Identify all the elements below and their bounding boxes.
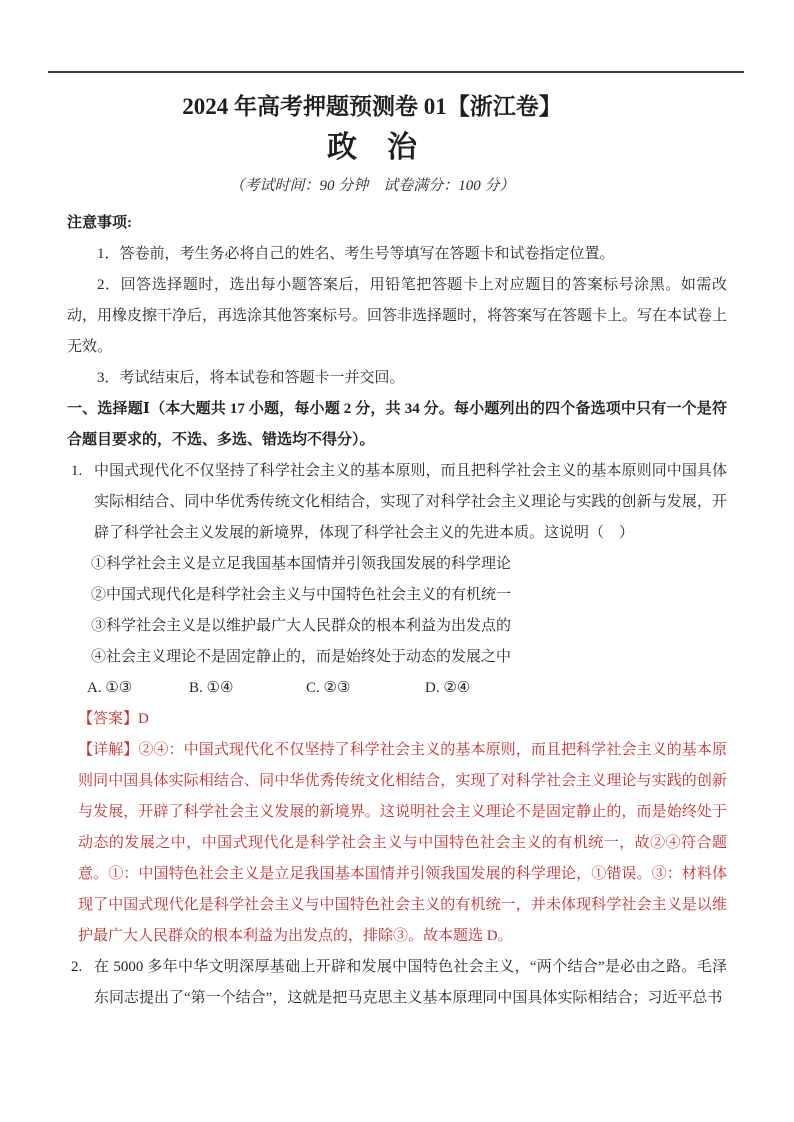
answer-label: 【答案】 [78, 711, 139, 727]
notice-item-1: 1．答卷前，考生务必将自己的姓名、考生号等填写在答题卡和试卷指定位置。 [97, 246, 615, 262]
question-1-analysis [78, 735, 727, 952]
option-c: C. ②③ [306, 680, 351, 696]
answer-value: D [138, 711, 149, 727]
page-content [67, 0, 727, 1014]
question-1-statement-3: ③科学社会主义是以维护最广大人民群众的根本利益为出发点的 [91, 618, 512, 634]
notice-label: 注意事项: [67, 215, 132, 231]
option-a: A. ①③ [87, 680, 133, 696]
option-b: B. ①④ [189, 680, 234, 696]
notice-item-3: 3．考试结束后，将本试卷和答题卡一并交回。 [97, 370, 405, 386]
question-1-statement-1: ①科学社会主义是立足我国基本国情并引领我国发展的科学理论 [91, 556, 512, 572]
question-1-answer-line [78, 704, 727, 735]
notice-item-2: 2．回答选择题时，选出每小题答案后，用铅笔把答题卡上对应题目的答案标号涂黑。如需改动，用橡皮擦干净后，再选涂其他答案标号。回答非选择题时，将答案写在答题卡上。写在本试卷上无效。 [67, 277, 728, 355]
question-1-statement-2: ②中国式现代化是科学社会主义与中国特色社会主义的有机统一 [91, 587, 512, 603]
analysis-text: ②④：中国式现代化不仅坚持了科学社会主义的基本原则，而且把科学社会主义的基本原则同中国具体实际相结合、同中华优秀传统文化相结合，实现了对科学社会主义理论与实践的创新与发展，开辟了科学社会主义发展的新境界。这说明社会主义理论不是固定静止的，而是始终处于动态的发展之中，中国式现代化是科学社会主义与中国特色社会主义的有机统一，故②④符合题意。①：中国特色社会主义是立足我国基本国情并引领我国发展的科学理论，①错误。③：材料体现了中国式现代化是科学社会主义与中国特色社会主义的有机统一，并未体现科学社会主义是以维护最广大人民群众的根本利益为出发点的，排除③。故本题选 D。 [78, 742, 727, 944]
paper-title: 2024 年高考押题预测卷 01【浙江卷】 [182, 94, 562, 119]
question-2-stem: 在 5000 多年中华文明深厚基础上开辟和发展中国特色社会主义，“两个结合”是必由之路。毛泽东同志提出了“第一个结合”，这就是把马克思主义基本原理同中国具体实际相结合；习近平总书 [94, 959, 727, 1006]
question-1-options [67, 673, 727, 704]
question-1 [67, 456, 727, 549]
section1-heading: 一、选择题Ⅰ（本大题共 17 小题，每小题 2 分，共 34 分。每小题列出的四个备选项中只有一个是符合题目要求的，不选、多选、错选均不得分）。 [67, 401, 727, 448]
analysis-label: 【详解】 [78, 742, 139, 758]
question-1-stem: 中国式现代化不仅坚持了科学社会主义的基本原则，而且把科学社会主义的基本原则同中国具体实际相结合、同中华优秀传统文化相结合，实现了对科学社会主义理论与实践的创新与发展，开辟了科学社会主义发展的新境界，体现了科学社会主义的先进本质。这说明（ ） [94, 463, 727, 541]
paper-subject: 政 治 [327, 131, 417, 164]
question-2-number: 2. [71, 959, 83, 975]
question-1-number: 1. [71, 463, 83, 479]
question-1-statement-4: ④社会主义理论不是固定静止的，而是始终处于动态的发展之中 [91, 649, 512, 665]
question-2 [67, 952, 727, 1014]
exam-info-line: （考试时间：90 分钟 试卷满分：100 分） [229, 178, 515, 194]
option-d: D. ②④ [425, 680, 471, 696]
